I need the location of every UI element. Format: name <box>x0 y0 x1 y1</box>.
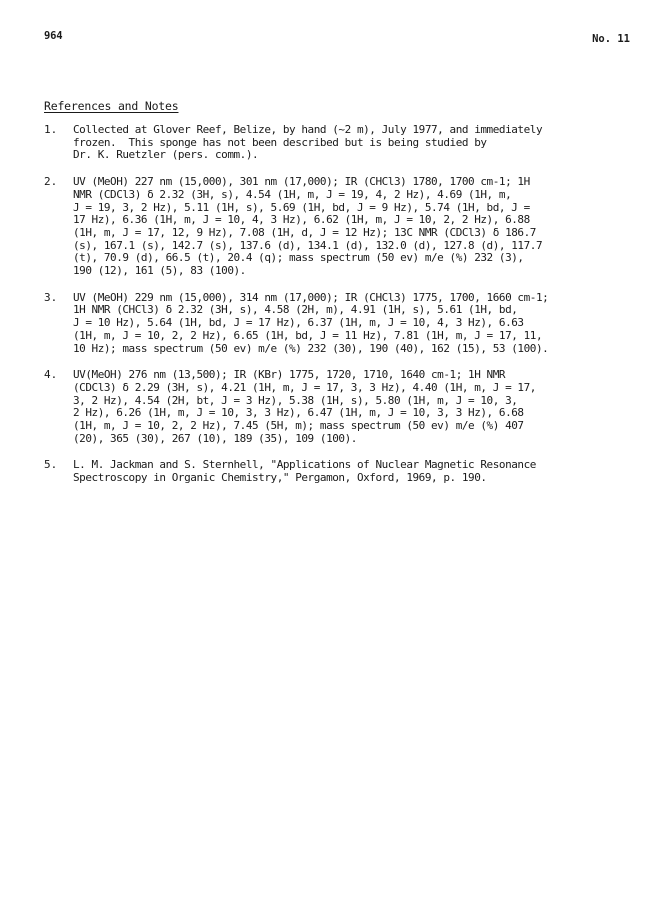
reference-line: Dr. K. Ruetzler (pers. comm.). <box>73 148 259 162</box>
issue-label: No. 11 <box>592 33 630 45</box>
reference-number: 2. <box>44 175 58 189</box>
reference-text <box>73 124 644 162</box>
reference-line: 3, 2 Hz), 4.54 (2H, bt, J = 3 Hz), 5.38 (1H, s), 5.80 (1H, m, J = 10, 3, <box>73 393 518 407</box>
reference-line: 17 Hz), 6.36 (1H, m, J = 10, 4, 3 Hz), 6.62 (1H, m, J = 10, 2, 2 Hz), 6.88 <box>73 213 530 227</box>
reference-line: (CDCl3) δ 2.29 (3H, s), 4.21 (1H, m, J = 17, 3, 3 Hz), 4.40 (1H, m, J = 17, <box>73 380 536 394</box>
reference-1 <box>44 124 644 162</box>
reference-line: (t), 70.9 (d), 66.5 (t), 20.4 (q); mass spectrum (50 ev) m/e (%) 232 (3), <box>73 251 524 265</box>
reference-line: J = 10 Hz), 5.64 (1H, bd, J = 17 Hz), 6.37 (1H, m, J = 10, 4, 3 Hz), 6.63 <box>73 316 524 330</box>
reference-text <box>73 176 644 278</box>
reference-line: Spectroscopy in Organic Chemistry," Pergamon, Oxford, 1969, p. 190. <box>73 471 487 485</box>
reference-line: UV(MeOH) 276 nm (13,500); IR (KBr) 1775, 1720, 1710, 1640 cm-1; 1H NMR <box>73 368 506 382</box>
section-heading: References and Notes <box>44 99 179 113</box>
reference-number: 5. <box>44 458 58 472</box>
reference-line: UV (MeOH) 227 nm (15,000), 301 nm (17,000); IR (CHCl3) 1780, 1700 cm-1; 1H <box>73 175 530 189</box>
reference-line: 190 (12), 161 (5), 83 (100). <box>73 264 246 278</box>
reference-text <box>73 459 644 484</box>
reference-2 <box>44 176 644 278</box>
reference-line: 2 Hz), 6.26 (1H, m, J = 10, 3, 3 Hz), 6.47 (1H, m, J = 10, 3, 3 Hz), 6.68 <box>73 406 524 420</box>
reference-line: 1H NMR (CHCl3) δ 2.32 (3H, s), 4.58 (2H, m), 4.91 (1H, s), 5.61 (1H, bd, <box>73 303 518 317</box>
reference-line: L. M. Jackman and S. Sternhell, "Applications of Nuclear Magnetic Resonance <box>73 458 536 472</box>
reference-4 <box>44 369 644 445</box>
reference-line: (20), 365 (30), 267 (10), 189 (35), 109 (100). <box>73 431 357 445</box>
reference-number: 1. <box>44 123 58 136</box>
reference-line: UV (MeOH) 229 nm (15,000), 314 nm (17,000); IR (CHCl3) 1775, 1700, 1660 cm-1; <box>73 290 549 304</box>
reference-line: (1H, m, J = 10, 2, 2 Hz), 6.65 (1H, bd, J = 11 Hz), 7.81 (1H, m, J = 17, 11, <box>73 328 543 342</box>
reference-line: (1H, m, J = 10, 2, 2 Hz), 7.45 (5H, m); mass spectrum (50 ev) m/e (%) 407 <box>73 419 524 433</box>
reference-number: 4. <box>44 368 58 382</box>
reference-text <box>73 292 644 356</box>
reference-line: frozen. This sponge has not been described but is being studied by <box>73 135 487 149</box>
references-list <box>44 124 644 499</box>
reference-line: NMR (CDCl3) δ 2.32 (3H, s), 4.54 (1H, m, J = 19, 4, 2 Hz), 4.69 (1H, m, <box>73 187 512 201</box>
reference-3 <box>44 292 644 356</box>
reference-5 <box>44 459 644 484</box>
reference-text <box>73 369 644 445</box>
reference-line: (1H, m, J = 17, 12, 9 Hz), 7.08 (1H, d, J = 12 Hz); 13C NMR (CDCl3) δ 186.7 <box>73 225 536 239</box>
reference-line: (s), 167.1 (s), 142.7 (s), 137.6 (d), 134.1 (d), 132.0 (d), 127.8 (d), 117.7 <box>73 238 543 252</box>
reference-line: Collected at Glover Reef, Belize, by hand (~2 m), July 1977, and immediately <box>73 123 543 136</box>
reference-line: J = 19, 3, 2 Hz), 5.11 (1H, s), 5.69 (1H, bd, J = 9 Hz), 5.74 (1H, bd, J = <box>73 200 530 214</box>
reference-line: 10 Hz); mass spectrum (50 ev) m/e (%) 232 (30), 190 (40), 162 (15), 53 (100). <box>73 341 549 355</box>
reference-number: 3. <box>44 290 58 304</box>
page-number: 964 <box>44 30 63 42</box>
